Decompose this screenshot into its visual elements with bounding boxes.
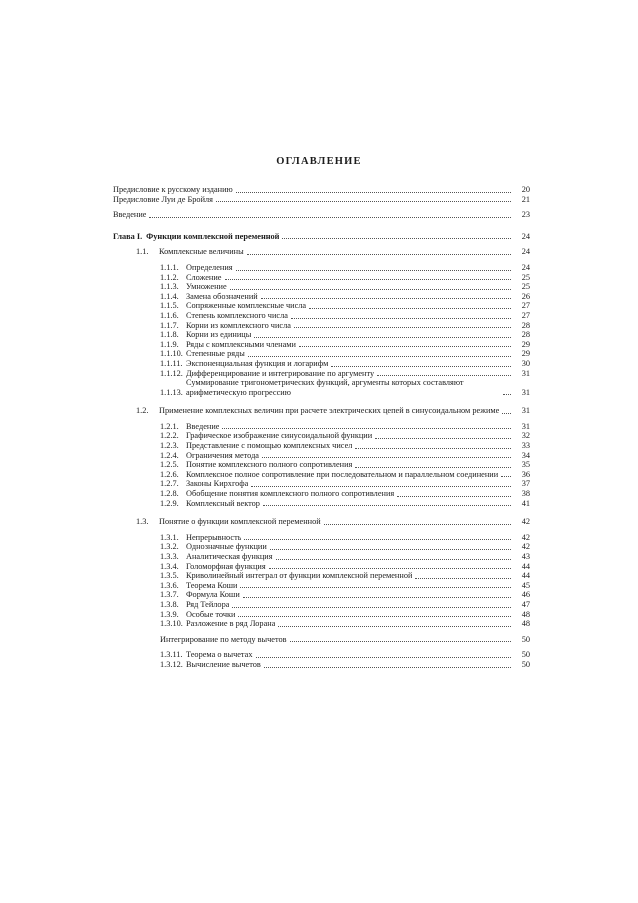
toc-entry-number: 1.1.13.	[160, 387, 183, 397]
toc-entry-page-number: 38	[521, 489, 530, 499]
toc-entry-label: Умножение	[186, 282, 227, 292]
dot-leader	[256, 657, 512, 658]
toc-entry[interactable]	[113, 247, 530, 257]
toc-entry-number: 1.3.3.	[160, 552, 179, 561]
toc-entry-number: 1.3.4.	[160, 561, 179, 571]
toc-entry-page-number: 31	[521, 406, 530, 416]
toc-entry-label: Законы Кирхгофа	[186, 479, 249, 489]
toc-entry[interactable]	[113, 195, 530, 205]
toc-entry-label: Сложение	[186, 272, 222, 282]
toc-entry-label: Комплексные величины	[159, 247, 244, 257]
toc-entry[interactable]	[113, 441, 530, 451]
toc-entry-page-number: 45	[521, 580, 530, 590]
dot-leader	[503, 394, 511, 395]
toc-entry[interactable]	[113, 349, 530, 359]
toc-entry-page-number: 33	[521, 441, 530, 451]
toc-entry[interactable]	[113, 431, 530, 441]
dot-leader	[264, 667, 511, 668]
dot-leader	[261, 298, 511, 299]
dot-leader	[415, 578, 511, 579]
dot-leader	[238, 616, 511, 617]
dot-leader	[375, 438, 511, 439]
dot-leader	[251, 486, 511, 487]
toc-entry-label: Особые точки	[186, 609, 236, 619]
toc-entry-number: Глава I.	[113, 231, 143, 241]
toc-entry-number: 1.2.7.	[160, 479, 179, 489]
dot-leader	[377, 375, 511, 376]
toc-entry[interactable]	[113, 292, 530, 302]
toc-entry-page-number: 44	[521, 571, 530, 581]
toc-entry[interactable]	[113, 340, 530, 350]
toc-entry-label: Экспоненциальная функция и логарифм	[186, 358, 329, 368]
dot-leader	[230, 289, 511, 290]
toc-entry-label: Аналитическая функция	[186, 552, 273, 561]
toc-entry-page-number: 35	[521, 460, 530, 470]
toc-entry-number: 1.3.1.	[160, 532, 179, 542]
toc-entry-page-number: 47	[521, 599, 530, 609]
toc-entry-number: 1.2.2.	[160, 431, 179, 441]
toc-entry[interactable]	[113, 562, 530, 572]
toc-entry-number: 1.1.3.	[160, 282, 179, 292]
dot-leader	[232, 607, 511, 608]
toc-entry-number: 1.2.	[136, 406, 149, 416]
dot-leader	[282, 238, 511, 239]
toc-entry-page-number: 21	[521, 194, 530, 204]
toc-entry-page-number: 43	[521, 552, 530, 561]
toc-entry-page-number: 32	[521, 431, 530, 441]
toc-entry-label: Вычисление вычетов	[186, 659, 261, 669]
toc-entry[interactable]	[113, 263, 530, 273]
toc-entry-number: 1.3.5.	[160, 571, 179, 581]
page-title: ОГЛАВЛЕНИЕ	[276, 156, 362, 167]
toc-entry[interactable]	[113, 489, 530, 499]
dot-leader	[240, 587, 511, 588]
toc-entry-page-number: 50	[521, 659, 530, 669]
toc-entry-page-number: 41	[521, 498, 530, 508]
toc-entry-label: Голоморфная функция	[186, 561, 266, 571]
toc-entry-number: 1.1.12.	[160, 368, 183, 378]
toc-entry[interactable]	[113, 185, 530, 195]
toc-entry[interactable]	[113, 321, 530, 331]
dot-leader	[291, 318, 511, 319]
toc-entry-label: Введение	[186, 421, 220, 431]
toc-entry-label: Степень комплексного числа	[186, 310, 288, 320]
toc-entry-label: Замена обозначений	[186, 291, 258, 301]
toc-entry-number: 1.1.6.	[160, 310, 179, 320]
toc-entry-label: Ряд Тейлора	[186, 599, 230, 609]
toc-entry-label: Формула Коши	[186, 590, 240, 600]
toc-entry-page-number: 24	[521, 262, 530, 272]
toc-entry-label: Дифференцирование и интегрирование по аргументу	[186, 368, 375, 378]
dot-leader	[294, 327, 511, 328]
toc-entry-label: Корни из единицы	[186, 330, 252, 340]
toc-entry-page-number: 26	[521, 291, 530, 301]
toc-entry-number: 1.1.2.	[160, 272, 179, 282]
toc-entry[interactable]	[113, 590, 530, 600]
toc-entry-page-number: 42	[521, 542, 530, 552]
toc-entry-page-number: 48	[521, 609, 530, 619]
toc-entry[interactable]	[113, 619, 530, 629]
toc-entry[interactable]	[113, 600, 530, 610]
dot-leader	[236, 270, 511, 271]
toc-entry-page-number: 25	[521, 272, 530, 282]
toc-entry-number: 1.2.8.	[160, 489, 179, 499]
spacer	[113, 397, 530, 406]
dot-leader	[216, 201, 511, 202]
toc-entry-page-number: 50	[521, 634, 530, 644]
toc-entry-label: Интегрирование по методу вычетов	[160, 634, 287, 644]
toc-entry-label: Криволинейный интеграл от функции комплексной переменной	[186, 571, 413, 581]
toc-entry-page-number: 44	[521, 561, 530, 571]
toc-entry-number: 1.1.	[136, 247, 149, 257]
dot-leader	[149, 217, 511, 218]
toc-entry-number: 1.3.12.	[160, 659, 183, 669]
toc-entry[interactable]	[113, 422, 530, 432]
toc-entry-label: Понятие комплексного полного сопротивления	[186, 460, 353, 470]
toc-entry[interactable]	[113, 479, 530, 489]
toc-entry-number: 1.1.1.	[160, 262, 179, 272]
spacer	[113, 508, 530, 517]
dot-leader	[299, 346, 511, 347]
toc-entry[interactable]	[113, 460, 530, 470]
toc-entry-number: 1.3.10.	[160, 619, 183, 629]
toc-entry-number: 1.1.7.	[160, 320, 179, 330]
toc-entry-number: 1.1.4.	[160, 291, 179, 301]
toc-entry[interactable]	[113, 517, 530, 527]
toc-entry[interactable]	[113, 406, 530, 416]
dot-leader	[269, 568, 511, 569]
toc-entry[interactable]	[113, 378, 530, 397]
toc-entry-page-number: 20	[521, 185, 530, 194]
dot-leader	[236, 192, 511, 193]
dot-leader	[247, 254, 511, 255]
dot-leader	[243, 597, 511, 598]
toc-entry[interactable]	[113, 470, 530, 480]
toc-entry-label: Понятие о функции комплексной переменной	[159, 517, 321, 527]
toc-entry[interactable]	[113, 660, 530, 670]
toc-entry-label: Предисловие к русскому изданию	[113, 185, 233, 194]
toc-entry-number: 1.2.5.	[160, 460, 179, 470]
toc-entry-label: Непрерывность	[186, 532, 242, 542]
toc-entry[interactable]	[113, 273, 530, 283]
toc-entry-label: Определения	[186, 262, 233, 272]
toc-entry-label: Комплексное полное сопротивление при последовательном и параллельном соединении	[186, 469, 499, 479]
dot-leader	[331, 366, 511, 367]
toc-entry-number: 1.2.9.	[160, 498, 179, 508]
toc-entry-page-number: 42	[521, 517, 530, 527]
toc-entry-page-number: 46	[521, 590, 530, 600]
toc-entry-page-number: 31	[521, 421, 530, 431]
dot-leader	[222, 428, 511, 429]
toc-entry[interactable]	[113, 533, 530, 543]
toc-entry[interactable]	[113, 650, 530, 660]
toc-entry-page-number: 28	[521, 330, 530, 340]
toc-entry[interactable]	[113, 369, 530, 379]
toc-entry[interactable]	[113, 359, 530, 369]
toc-entry[interactable]	[113, 451, 530, 461]
toc-entry[interactable]	[113, 542, 530, 552]
dot-leader	[309, 308, 511, 309]
dot-leader	[225, 279, 512, 280]
toc-entry[interactable]	[113, 330, 530, 340]
toc-entry-number: 1.3.7.	[160, 590, 179, 600]
dot-leader	[276, 559, 511, 560]
dot-leader	[270, 549, 511, 550]
dot-leader	[254, 337, 511, 338]
dot-leader	[244, 539, 511, 540]
toc-entry-label: Применение комплексных величин при расчете электрических цепей в синусоидальном режиме	[159, 406, 500, 416]
toc-entry-label: Обобщение понятия комплексного полного сопротивления	[186, 489, 395, 499]
toc-entry[interactable]	[113, 571, 530, 581]
toc-entry-number: 1.2.3.	[160, 441, 179, 451]
toc-entry-page-number: 31	[521, 387, 530, 397]
dot-leader	[278, 626, 511, 627]
toc-entry-page-number: 29	[521, 349, 530, 359]
toc-entry-page-number: 24	[521, 247, 530, 257]
toc-entry-number: 1.3.	[136, 517, 149, 527]
toc-entry-number: 1.1.8.	[160, 330, 179, 340]
toc-entry-page-number: 31	[521, 368, 530, 378]
toc-entry-page-number: 29	[521, 339, 530, 349]
dot-leader	[502, 413, 511, 414]
dot-leader	[290, 641, 511, 642]
toc-entry-page-number: 36	[521, 469, 530, 479]
toc-entry-label: Графическое изображение синусоидальной функции	[186, 431, 373, 441]
toc-entry[interactable]	[113, 635, 530, 645]
toc-entry-number: 1.3.11.	[160, 650, 183, 660]
toc-entry-label: Введение	[113, 210, 147, 220]
toc-entry-label: Ряды с комплексными членами	[186, 339, 296, 349]
dot-leader	[397, 496, 511, 497]
toc-entry[interactable]	[113, 552, 530, 562]
toc-entry[interactable]	[113, 499, 530, 509]
spacer	[113, 220, 530, 232]
toc-entry-number: 1.3.8.	[160, 599, 179, 609]
toc-entry-number: 1.1.11.	[160, 358, 183, 368]
toc-entry-label: Представление с помощью комплексных чисел	[186, 441, 353, 451]
toc-entry-label: Комплексный вектор	[186, 498, 260, 508]
toc-entry-label: Ограничения метода	[186, 450, 259, 460]
toc-entry-page-number: 27	[521, 310, 530, 320]
dot-leader	[324, 524, 511, 525]
toc-entry[interactable]	[113, 282, 530, 292]
toc-entry-page-number: 42	[521, 532, 530, 542]
toc-entry-number: 1.3.2.	[160, 542, 179, 552]
toc-entry-label: Суммирование тригонометрических функций, аргументы которых составляют арифметическую прогрессию	[186, 378, 464, 397]
toc-entry-page-number: 34	[521, 450, 530, 460]
toc-entry-label: Теорема о вычетах	[186, 650, 253, 660]
toc-entry-page-number: 23	[521, 210, 530, 220]
toc-entry-page-number: 48	[521, 619, 530, 629]
toc-entry[interactable]	[113, 301, 530, 311]
toc-entry-page-number: 25	[521, 282, 530, 292]
toc-entry-number: 1.3.9.	[160, 609, 179, 619]
toc-entry[interactable]	[113, 581, 530, 591]
toc-entry[interactable]	[113, 610, 530, 620]
toc-entry-number: 1.1.9.	[160, 339, 179, 349]
dot-leader	[501, 476, 511, 477]
toc-entry-page-number: 24	[521, 231, 530, 241]
toc-entry-number: 1.2.4.	[160, 450, 179, 460]
toc-entry-number: 1.1.10.	[160, 349, 183, 359]
toc-entry-number: 1.3.6.	[160, 580, 179, 590]
dot-leader	[248, 356, 511, 357]
toc-entry-label: Сопряженные комплексные числа	[186, 301, 307, 311]
toc-entry-label: Предисловие Луи де Бройля	[113, 194, 213, 204]
toc-entry-label: Корни из комплексного числа	[186, 320, 291, 330]
toc-entry-label: Однозначные функции	[186, 542, 267, 552]
dot-leader	[263, 505, 511, 506]
toc-entry-label: Степенные ряды	[186, 349, 245, 359]
toc-entry-page-number: 30	[521, 358, 530, 368]
toc-entry-page-number: 50	[521, 650, 530, 660]
toc-entry-page-number: 37	[521, 479, 530, 489]
toc-entry[interactable]	[113, 232, 530, 242]
dot-leader	[355, 448, 511, 449]
dot-leader	[355, 467, 511, 468]
toc-entry[interactable]	[113, 210, 530, 220]
toc-entry-number: 1.2.1.	[160, 421, 179, 431]
toc-entry-label: Разложение в ряд Лорана	[186, 619, 276, 629]
toc-entry-number: 1.1.5.	[160, 301, 179, 311]
toc-entry-label: Функции комплексной переменной	[146, 231, 280, 241]
toc-entry-number: 1.2.6.	[160, 469, 179, 479]
toc-entry-page-number: 28	[521, 320, 530, 330]
table-of-contents	[113, 185, 530, 670]
toc-entry-page-number: 27	[521, 301, 530, 311]
toc-entry[interactable]	[113, 311, 530, 321]
dot-leader	[262, 457, 511, 458]
toc-entry-label: Теорема Коши	[186, 580, 238, 590]
